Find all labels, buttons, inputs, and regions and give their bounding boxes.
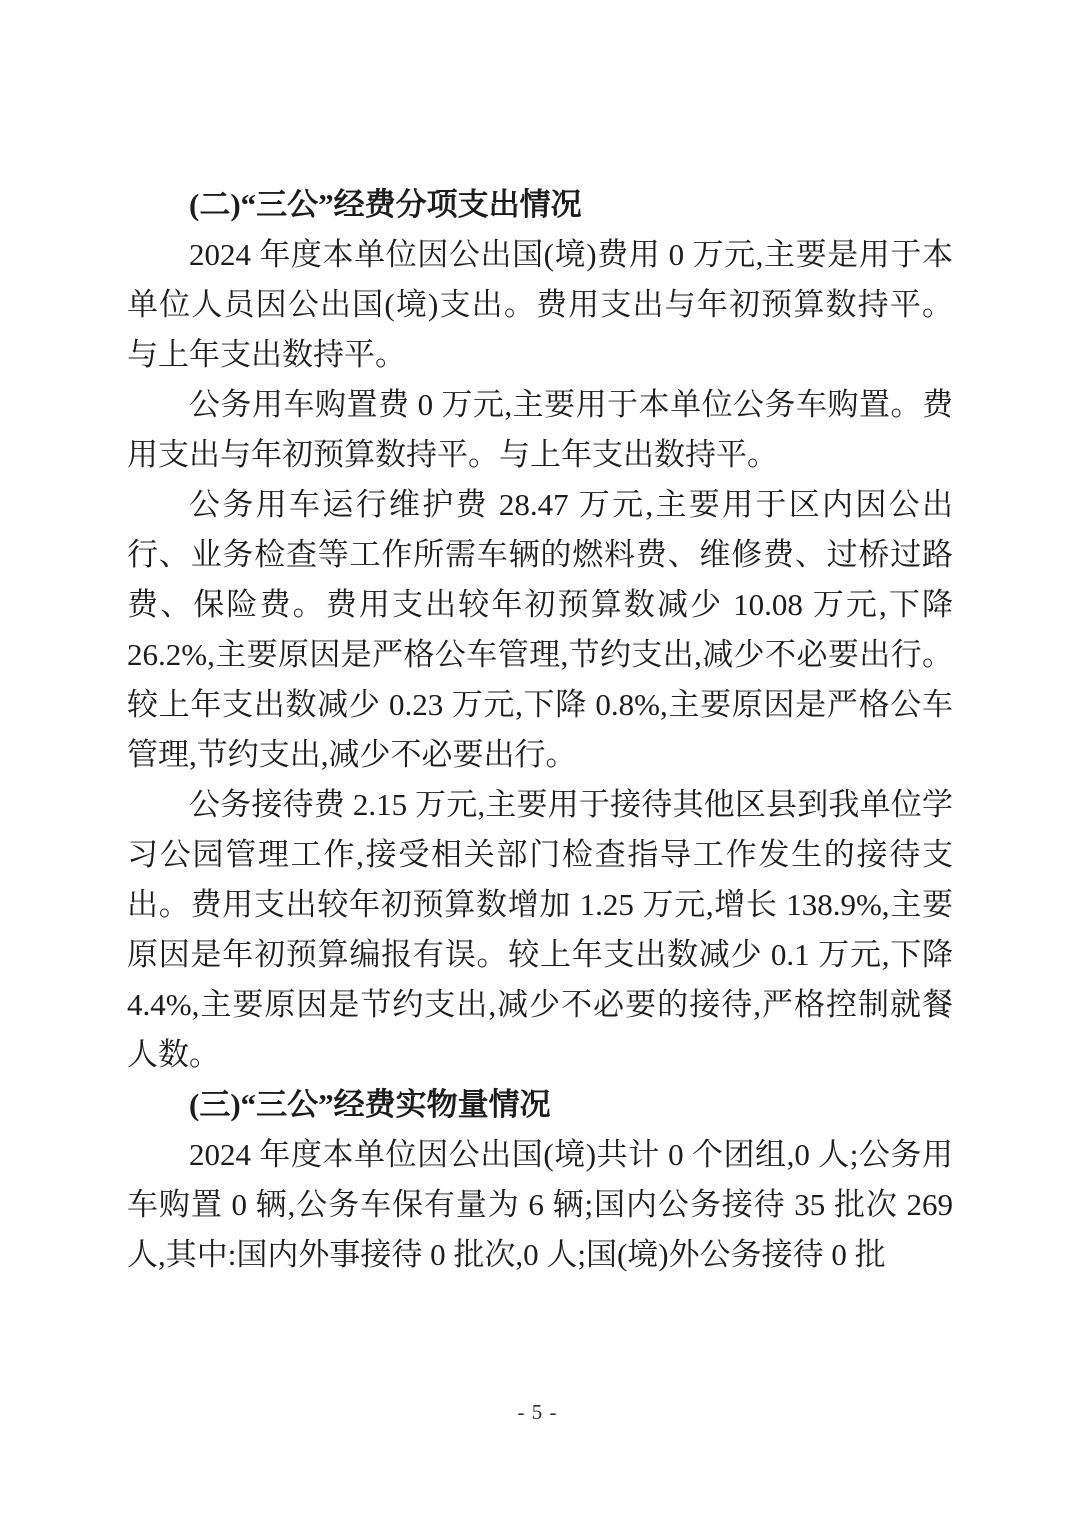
paragraph-physical-quantity: 2024 年度本单位因公出国(境)共计 0 个团组,0 人;公务用车购置 0 辆,公务车保有量为 6 辆;国内公务接待 35 批次 269 人,其中:国内外事接待 0 批次,0 人;国(境)外公务接待 0 批	[127, 1137, 953, 1272]
paragraph-vehicle-operation-expense: 公务用车运行维护费 28.47 万元,主要用于区内因公出行、业务检查等工作所需车辆的燃料费、维修费、过桥过路费、保险费。费用支出较年初预算数减少 10.08 万元,下降 26.2%,主要原因是严格公车管理,节约支出,减少不必要出行。较上年支出数减少 0.23 万元,下降 0.8%,主要原因是严格公车管理,节约支出,减少不必要出行。	[127, 487, 953, 772]
document-body	[127, 180, 953, 1280]
page-number: - 5 -	[517, 1400, 558, 1424]
section-heading-three-public-physical-quantity: (三)“三公”经费实物量情况	[189, 1087, 551, 1122]
section-heading-three-public-itemized: (二)“三公”经费分项支出情况	[189, 187, 582, 222]
paragraph-abroad-expense: 2024 年度本单位因公出国(境)费用 0 万元,主要是用于本单位人员因公出国(境)支出。费用支出与年初预算数持平。与上年支出数持平。	[127, 237, 953, 372]
paragraph-official-reception-expense: 公务接待费 2.15 万元,主要用于接待其他区县到我单位学习公园管理工作,接受相关部门检查指导工作发生的接待支出。费用支出较年初预算数增加 1.25 万元,增长 138.9%,主要原因是年初预算编报有误。较上年支出数减少 0.1 万元,下降 4.4%,主要原因是节约支出,减少不必要的接待,严格控制就餐人数。	[127, 787, 953, 1072]
paragraph-vehicle-purchase-expense: 公务用车购置费 0 万元,主要用于本单位公务车购置。费用支出与年初预算数持平。与上年支出数持平。	[127, 387, 953, 472]
